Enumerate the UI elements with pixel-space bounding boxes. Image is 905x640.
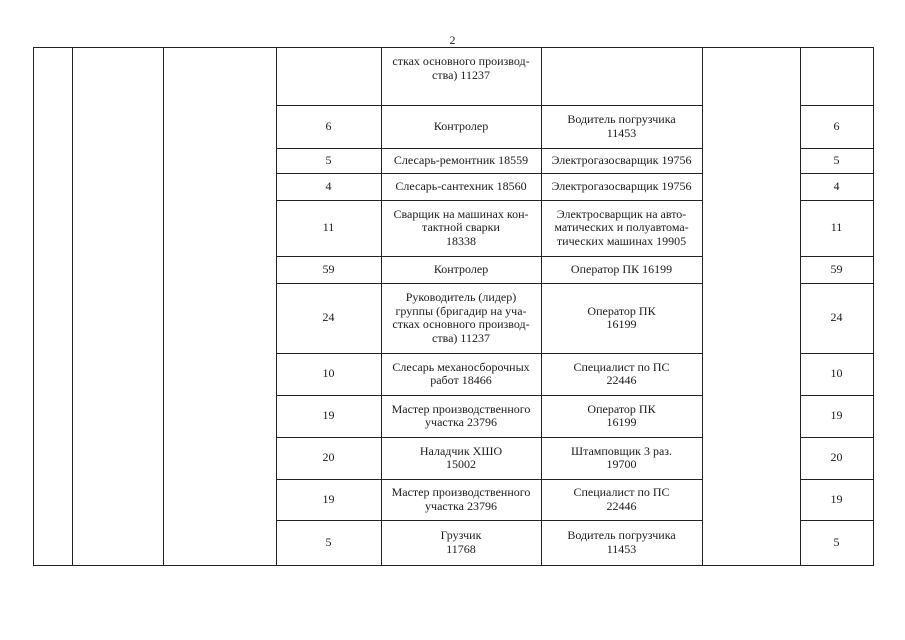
personnel-table <box>33 47 874 565</box>
cell-position-to: Электрогазосварщик 19756 <box>551 178 692 193</box>
cell-number-left: 5 <box>325 152 332 167</box>
cell-position-to: Оператор ПК 16199 <box>587 303 656 331</box>
cell-number-right: 11 <box>830 220 843 235</box>
cell-number-right: 5 <box>833 152 840 167</box>
cell-number-right <box>800 47 873 105</box>
cell-number-left: 4 <box>325 178 332 193</box>
table-bottom-border <box>33 565 874 566</box>
cell-position-from: Слесарь-ремонтник 18559 <box>393 152 529 167</box>
cell-number-left: 10 <box>322 366 335 381</box>
cell-position-from: Контролер <box>433 261 489 276</box>
cell-number-right: 19 <box>830 491 843 506</box>
cell-position-to: Электросварщик на авто- матических и полуавтома- тических машинах 19905 <box>554 206 689 248</box>
cell-position-to: Водитель погрузчика 11453 <box>567 112 676 140</box>
cell-position-from: Слесарь-сантехник 18560 <box>395 178 527 193</box>
cell-position-to: Специалист по ПС 22446 <box>573 485 670 513</box>
cell-number-left: 20 <box>322 450 335 465</box>
cell-position-from: Слесарь механосборочных работ 18466 <box>392 359 530 387</box>
cell-number-left: 19 <box>322 408 335 423</box>
cell-number-left <box>276 47 381 105</box>
cell-position-from: Мастер производственного участка 23796 <box>391 485 531 513</box>
cell-position-to <box>541 47 702 105</box>
cell-number-left: 24 <box>322 310 335 325</box>
cell-number-right: 5 <box>833 534 840 549</box>
cell-position-to: Специалист по ПС 22446 <box>573 359 670 387</box>
cell-position-to: Оператор ПК 16199 <box>587 401 656 429</box>
page-number: 2 <box>449 33 456 47</box>
cell-number-left: 11 <box>322 220 335 235</box>
column-border-1 <box>72 47 73 565</box>
cell-number-right: 4 <box>833 178 840 193</box>
column-border-2 <box>163 47 164 565</box>
cell-position-from: Контролер <box>433 118 489 133</box>
cell-number-left: 59 <box>322 261 335 276</box>
column-border-8 <box>873 47 874 565</box>
cell-position-to: Штамповщик 3 раз. 19700 <box>570 443 673 471</box>
cell-position-from: стках основного производ- ства) 11237 <box>392 54 530 82</box>
cell-number-left: 5 <box>325 534 332 549</box>
cell-position-to: Электрогазосварщик 19756 <box>551 152 692 167</box>
cell-position-from: Мастер производственного участка 23796 <box>391 401 531 429</box>
cell-position-from: Сварщик на машинах кон- тактной сварки 18338 <box>393 206 529 248</box>
column-border-6 <box>702 47 703 565</box>
cell-position-to: Оператор ПК 16199 <box>570 261 673 276</box>
cell-number-right: 20 <box>830 450 843 465</box>
column-border-0 <box>33 47 34 565</box>
cell-number-right: 19 <box>830 408 843 423</box>
cell-number-left: 19 <box>322 491 335 506</box>
cell-number-right: 24 <box>830 310 843 325</box>
cell-number-left: 6 <box>325 118 332 133</box>
cell-number-right: 10 <box>830 366 843 381</box>
cell-number-right: 59 <box>830 261 843 276</box>
cell-number-right: 6 <box>833 118 840 133</box>
cell-position-to: Водитель погрузчика 11453 <box>567 528 676 556</box>
cell-position-from: Наладчик ХШО 15002 <box>419 443 503 471</box>
cell-position-from: Грузчик 11768 <box>440 528 482 556</box>
cell-position-from: Руководитель (лидер) группы (бригадир на уча- стках основного производ- ства) 11237 <box>392 290 530 345</box>
